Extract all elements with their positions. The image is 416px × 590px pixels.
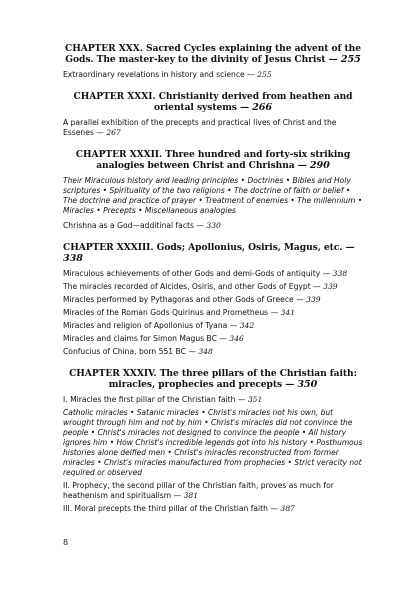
chapter-page: 266	[252, 102, 273, 113]
entry-text: Chrishna as a God—additinal facts	[63, 221, 194, 230]
chapter-title-text: CHAPTER XXXI. Christianity derived from heathen and oriental systems	[73, 91, 353, 113]
chapter-title-text: CHAPTER XXXIV. The three pillars of the Christian faith: miracles, prophecies and precepts	[69, 368, 357, 390]
chapter-title	[63, 91, 363, 113]
dash: —	[296, 295, 304, 304]
toc-entry	[63, 70, 363, 80]
chapter-34	[63, 368, 363, 514]
dash: —	[239, 102, 250, 113]
dash: —	[270, 308, 279, 317]
dash: —	[229, 321, 238, 330]
toc-entry	[63, 118, 363, 138]
entry-text: Confucius of China, born 551 BC	[63, 347, 186, 356]
toc-entry	[63, 308, 363, 318]
dash: —	[270, 504, 278, 513]
chapter-title	[63, 43, 363, 65]
entry-page: 255	[257, 70, 272, 79]
topic-list: Their Miraculous history and leading principles • Doctrines • Bibles and Holy scriptures • Spirituality of the two religions • The doctrine of faith or belief • The doctrine and practice of prayer • Treatment of enemies • The millennium • Miracles • Precepts • Miscellaneous analogies	[63, 176, 363, 215]
toc-entry	[63, 282, 363, 292]
entry-page: 342	[239, 321, 255, 330]
entry-page: 346	[229, 334, 244, 343]
chapter-title-text: CHAPTER XXXII. Three hundred and forty-six striking analogies between Christ and Chrishna	[75, 149, 351, 171]
entry-text: Miracles and religion of Apollonius of Tyana	[63, 321, 228, 330]
chapter-32	[63, 149, 363, 231]
entry-page: 348	[198, 347, 213, 356]
toc-entry	[63, 395, 363, 405]
dash: —	[345, 242, 355, 253]
chapter-page: 255	[340, 54, 361, 65]
toc-entry	[63, 321, 363, 331]
entry-text: Miracles and claims for Simon Magus BC	[63, 334, 217, 343]
dash: —	[297, 160, 307, 171]
chapter-31	[63, 91, 363, 138]
entry-page: 330	[206, 221, 221, 230]
entry-text: II. Prophecy, the second pillar of the Christian faith, proves as much for heathenism and spiritualism	[63, 481, 334, 500]
table-of-contents	[63, 43, 363, 525]
entry-page: 351	[247, 395, 263, 404]
chapter-title	[63, 149, 363, 171]
entry-page: 381	[183, 491, 199, 500]
entry-text: Miracles of the Roman Gods Quirinus and Prometheus	[63, 308, 269, 317]
toc-entry	[63, 269, 363, 279]
chapter-title	[63, 242, 363, 264]
toc-entry	[63, 221, 363, 231]
dash: —	[196, 221, 204, 230]
toc-entry	[63, 295, 363, 305]
chapter-title	[63, 368, 363, 390]
entry-text: Extraordinary revelations in history and science	[63, 70, 245, 79]
toc-entry	[63, 504, 363, 514]
dash: —	[173, 491, 182, 500]
chapter-page: 338	[63, 253, 83, 264]
topic-list: Catholic miracles • Satanic miracles • Christ's miracles not his own, but wrought through him and not by him • Christ's miracles did not convince the people • Christ's miracles not designed to convince the people • All history ignores him • How Christ's incredible legends got into his history • Posthumous histories alone deified men • Christ's miracles reconstructed from former miracles • Christ's miracles manufactured from prophecies • Strict veracity not required or observed	[63, 408, 363, 477]
dash: —	[313, 282, 321, 291]
entry-text: The miracles recorded of Alcides, Osiris, and other Gods of Egypt	[63, 282, 311, 291]
entry-page: 339	[323, 282, 338, 291]
entry-text: I. Miracles the first pillar of the Christian faith	[63, 395, 236, 404]
chapter-page: 290	[309, 160, 330, 171]
chapter-page: 350	[297, 379, 318, 390]
entry-text: A parallel exhibition of the precepts and practical lives of Christ and the Essenes	[63, 118, 337, 137]
entry-page: 338	[332, 269, 348, 278]
entry-text: Miracles performed by Pythagoras and other Gods of Greece	[63, 295, 294, 304]
entry-page: 339	[306, 295, 321, 304]
entry-page: 267	[106, 128, 121, 137]
chapter-title-text: CHAPTER XXXIII. Gods; Apollonius, Osiris, Magus, etc.	[63, 242, 343, 253]
page-number: 8	[63, 538, 69, 547]
dash: —	[237, 395, 246, 404]
entry-page: 387	[280, 504, 295, 513]
toc-entry	[63, 481, 363, 501]
chapter-30	[63, 43, 363, 80]
dash: —	[247, 70, 255, 79]
dash: —	[285, 379, 295, 390]
dash: —	[219, 334, 227, 343]
chapter-title-text: CHAPTER XXX. Sacred Cycles explaining the advent of the Gods. The master-key to the divinity of Jesus Christ	[65, 43, 361, 65]
chapter-33	[63, 242, 363, 357]
toc-entry	[63, 334, 363, 344]
dash: —	[96, 128, 104, 137]
entry-text: III. Moral precepts the third pillar of the Christian faith	[63, 504, 268, 513]
entry-text: Miraculous achievements of other Gods and demi-Gods of antiquity	[63, 269, 321, 278]
dash: —	[188, 347, 196, 356]
dash: —	[328, 54, 338, 65]
toc-entry	[63, 347, 363, 357]
entry-page: 341	[280, 308, 296, 317]
dash: —	[322, 269, 331, 278]
